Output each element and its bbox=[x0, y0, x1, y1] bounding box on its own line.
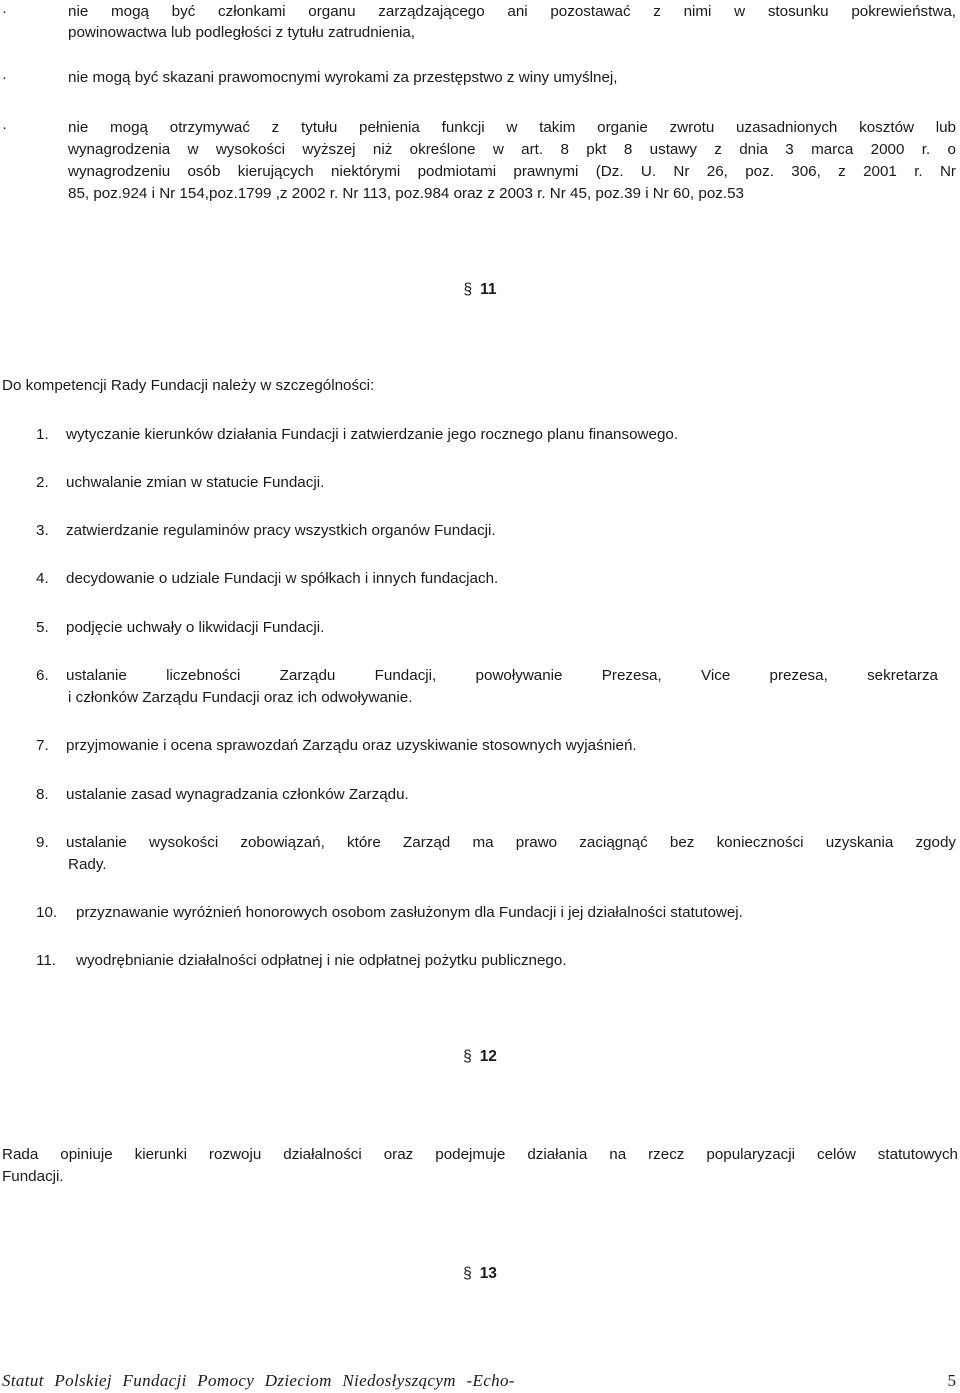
bullet-marker: · bbox=[2, 119, 8, 136]
list-item-text: przyjmowanie i ocena sprawozdań Zarządu oraz uzyskiwanie stosownych wyjaśnień. bbox=[66, 737, 637, 754]
list-item-text: zatwierdzanie regulaminów pracy wszystkich organów Fundacji. bbox=[66, 522, 496, 539]
list-item bbox=[36, 664, 960, 712]
list-number: 4. bbox=[36, 570, 49, 587]
list-item bbox=[36, 901, 960, 925]
list-item bbox=[36, 471, 960, 495]
section-heading-11 bbox=[0, 278, 960, 301]
bullet-item bbox=[0, 0, 960, 48]
list-item bbox=[36, 734, 960, 758]
list-number: 2. bbox=[36, 474, 49, 491]
list-item-text: ustalanie wysokości zobowiązań, które Zarząd ma prawo zaciągnąć bez konieczności uzyskania zgody bbox=[66, 834, 956, 851]
section-paragraph: Rada opiniuje kierunki rozwoju działalności oraz podejmuje działania na rzecz popularyzacji celów statutowych bbox=[2, 1146, 958, 1163]
bullet-text-line: powinowactwa lub podległości z tytułu zatrudnienia, bbox=[68, 24, 415, 41]
list-item-text-cont: Rady. bbox=[68, 856, 107, 873]
bullet-marker: · bbox=[2, 3, 8, 20]
list-number: 10. bbox=[36, 904, 58, 921]
bullet-text-line: 85, poz.924 i Nr 154,poz.1799 ,z 2002 r. Nr 113, poz.984 oraz z 2003 r. Nr 45, poz.39 i Nr 60, poz.53 bbox=[68, 185, 744, 202]
list-item-text: wytyczanie kierunków działania Fundacji i zatwierdzanie jego rocznego planu finansowego. bbox=[66, 426, 679, 443]
list-number: 5. bbox=[36, 619, 49, 636]
footer-title: Statut Polskiej Fundacji Pomocy Dzieciom Niedosłyszącym -Echo- bbox=[2, 1371, 515, 1390]
list-item-text: wyodrębnianie działalności odpłatnej i nie odpłatnej pożytku publicznego. bbox=[76, 952, 567, 969]
section-sign: § bbox=[463, 1265, 472, 1282]
list-number: 1. bbox=[36, 426, 49, 443]
list-item-text: przyznawanie wyróżnień honorowych osobom zasłużonym dla Fundacji i jej działalności statutowej. bbox=[76, 904, 743, 921]
list-number: 8. bbox=[36, 786, 49, 803]
bullet-text-line: nie mogą otrzymywać z tytułu pełnienia funkcji w takim organie zwrotu uzasadnionych kosztów lub bbox=[68, 119, 956, 136]
section-number: 11 bbox=[480, 281, 497, 298]
section-intro: Do kompetencji Rady Fundacji należy w szczególności: bbox=[2, 377, 375, 394]
section-heading-13 bbox=[0, 1262, 960, 1285]
section-sign: § bbox=[463, 1048, 472, 1065]
list-number: 9. bbox=[36, 834, 49, 851]
list-number: 7. bbox=[36, 737, 49, 754]
section-sign: § bbox=[463, 281, 473, 298]
list-item bbox=[36, 783, 960, 807]
section-number: 13 bbox=[479, 1265, 497, 1282]
list-item bbox=[36, 519, 960, 543]
section-number: 12 bbox=[479, 1048, 497, 1065]
list-item-text: ustalanie liczebności Zarządu Fundacji, powoływanie Prezesa, Vice prezesa, sekretarza bbox=[66, 667, 938, 684]
list-item bbox=[36, 831, 960, 879]
bullet-text-line: wynagrodzeniu osób kierujących niektórymi podmiotami prawnymi (Dz. U. Nr 26, poz. 306, z 2001 r. Nr bbox=[68, 163, 956, 180]
list-item bbox=[36, 616, 960, 640]
section-paragraph-cont: Fundacji. bbox=[2, 1168, 64, 1185]
bullet-text-line: wynagrodzenia w wysokości wyższej niż określone w art. 8 pkt 8 ustawy z dnia 3 marca 2000 r. o bbox=[68, 141, 956, 158]
list-number: 11. bbox=[36, 952, 56, 969]
bullet-marker: · bbox=[2, 69, 8, 86]
section-heading-12 bbox=[0, 1045, 960, 1068]
bullet-text-line: nie mogą być skazani prawomocnymi wyrokami za przestępstwo z winy umyślnej, bbox=[68, 69, 618, 86]
page-footer bbox=[2, 1370, 956, 1392]
list-item-text-cont: i członków Zarządu Fundacji oraz ich odwoływanie. bbox=[68, 689, 413, 706]
list-item bbox=[36, 949, 960, 973]
list-item-text: ustalanie zasad wynagradzania członków Zarządu. bbox=[66, 786, 409, 803]
list-number: 3. bbox=[36, 522, 49, 539]
bullet-item bbox=[0, 66, 960, 90]
list-item bbox=[36, 423, 960, 447]
list-number: 6. bbox=[36, 667, 49, 684]
list-item-text: podjęcie uchwały o likwidacji Fundacji. bbox=[66, 619, 325, 636]
list-item-text: uchwalanie zmian w statucie Fundacji. bbox=[66, 474, 325, 491]
bullet-text-line: nie mogą być członkami organu zarządzającego ani pozostawać z nimi w stosunku pokrewieństwa, bbox=[68, 3, 956, 20]
list-item-text: decydowanie o udziale Fundacji w spółkach i innych fundacjach. bbox=[66, 570, 499, 587]
bullet-item bbox=[0, 116, 960, 212]
list-item bbox=[36, 567, 960, 591]
page-number: 5 bbox=[947, 1371, 956, 1390]
